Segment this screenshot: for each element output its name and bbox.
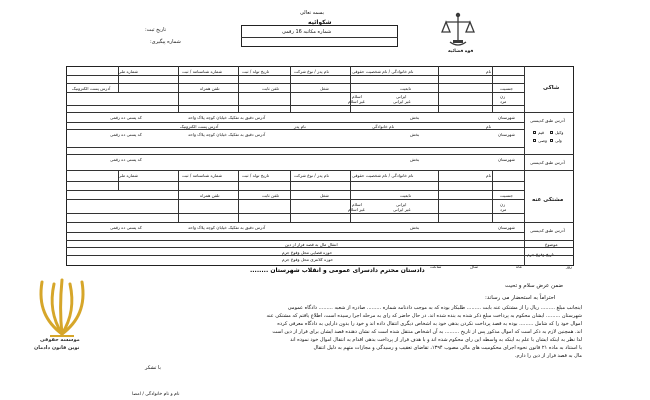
body-line: اند. همچنین لازم به ذکر است که اموال مذکور پس از تاریخ ......... به آن اشخاص منتقل شده است که نشان دهنده قصد ایشان برای فرار از دین است [272,329,582,335]
rep-email: آدرس پست الکترونیک [180,124,219,129]
rep-first-name: نام [486,124,492,129]
acc-col-last-name: نام خانوادگی / نام شخصیت حقوقی [352,173,414,178]
religion-other: غیر اسلام [348,99,365,104]
city-label: شهرستان [498,115,515,120]
acc-nationality-foreign: غیر ایرانی [393,207,411,212]
bismillah: بسمه تعالی [300,10,325,16]
rep-last-name: نام خانوادگی [372,124,395,129]
acc-religion-islam: اسلام [352,202,362,207]
body-line: لذا نظر به اینکه ایشان با علم به اینکه به واسطه این رای محکوم شده اند و با هدف فرار از پرداخت بدهی اقدام به انتقال اموال خود نموده اند [290,337,582,343]
law-firm-logo-icon [32,272,92,338]
col-father-name: نام پدر / نوع شرکت [294,69,329,74]
acc-city: شهرستان [498,225,515,230]
acc-col-job: شغل [320,193,329,198]
crime-area-2: حوزه کلانتری محل وقوع جرم [282,257,334,262]
rep-address: آدرس دقیق به تفکیک خیابان کوچه پلاک واحد [188,132,266,137]
rep-city: شهرستان [498,132,515,137]
acc-col-phone: تلفن ثابت [262,193,279,198]
body-line: مال به قصد فرار از دین را دارم. [514,353,582,359]
rep-district: بخش [410,132,420,137]
acc-col-nationality: تابعیت [400,193,412,198]
body-line: شهرستان ......... ایشان محکوم به پرداخت مبلغ ذکر شده به بنده شده اند. در حال حاضر که رای به مرحله اجرا رسیده است، اطلاع یافتم که مشتکی عنه [266,313,582,319]
date-day: روز [566,264,573,269]
rep-district-2: بخش [410,157,420,162]
acc-col-gender: جنسیت [500,193,513,198]
acc-gender-female: زن [500,202,506,207]
crime-area: حوزه قضایی محل وقوع جرم [282,250,333,255]
rep-father-name: نام پدر [294,124,306,129]
col-email: آدرس پست الکترونیک [72,86,111,91]
tracking-number-label: شماره پیگیری: [150,39,181,45]
col-national-id: شماره ملی [118,69,138,74]
date-month: ماه [516,264,522,269]
rep-postal-2: کد پستی ده رقمی [110,157,142,162]
col-mobile: تلفن همراه [200,86,220,91]
col-id-number: شماره شناسنامه / ثبت [182,69,222,74]
acc-col-mobile: تلفن همراه [200,193,220,198]
rep-guardian-checkbox[interactable] [533,131,536,134]
signature-label: نام و نام خانوادگی / امضا [132,392,180,397]
acc-district: بخش [410,225,420,230]
col-first-name: نام [486,69,492,74]
body-line: با استناد به ماده ۲۱ قانون نحوه اجرای محکومیت های مالی مصوب ۱۳۹۴، تقاضای تعقیب و رسیدگی و مجازات متهم به دلیل انتقال [313,345,582,351]
acc-col-id-number: شماره شناسنامه / ثبت [182,173,222,178]
rep-parent-checkbox[interactable] [550,139,553,142]
date-hour: ساعت [430,264,442,269]
gender-male: مرد [500,99,507,104]
crime-date-label: تاریخ وقوع جرم [527,252,555,257]
col-gender: جنسیت [500,86,513,91]
col-job: شغل [320,86,329,91]
postal-code-label: کد پستی ده رقمی [110,115,142,120]
rep-postal: کد پستی ده رقمی [110,132,142,137]
acc-religion-other: غیر اسلام [348,207,365,212]
body-line: اموال خود را که شامل ......... بوده به قصد پرداخت نکردن بدهی خود به اشخاص دیگری انتقال داده اند و خود را بدون دارایی به دادگاه معرفی کرده [277,321,582,327]
rep-type-executor: وصی [538,138,548,143]
acc-col-father-name: نام پدر / نوع شرکت [294,173,329,178]
emblem-caption: قوه قضائیه [448,49,474,54]
subject-label: موضوع [545,242,558,247]
nationality-iranian: ایرانی [396,94,407,99]
rep-city-2: شهرستان [498,157,515,162]
acc-col-first-name: نام [486,173,492,178]
date-year: سال [470,264,478,269]
col-last-name: نام خانوادگی / نام شخصیت حقوقی [352,69,414,74]
address-postal-label-3: آدرس طبق کدپستی [530,228,565,233]
subject-value: انتقال مال به قصد فرار از دین [285,242,338,247]
tracking-code-label: شماره مکاتبه 16 رقمی [282,29,332,35]
registration-date-label: تاریخ ثبت: [145,27,167,33]
acc-postal-code: کد پستی ده رقمی [110,225,142,230]
rep-lawyer-checkbox[interactable] [550,131,553,134]
form-table [66,66,574,266]
acc-nationality-iranian: ایرانی [396,202,407,207]
full-address-label: آدرس دقیق به تفکیک خیابان کوچه پلاک واحد [188,115,266,120]
form-title: شکوائیه [308,19,332,26]
col-birth-date: تاریخ تولد / ثبت [242,69,270,74]
watermark-line2: نوین قانون دادمان [34,345,80,351]
complainant-label: شاکی [543,85,560,91]
body-line: اینجانب مبلغ ......... ریال را از مشتکی عنه بابت ......... طلبکار بوده که به موجب دادنامه شماره ......... صادره از شعبه ......... دادگاه عمومی [287,305,582,311]
greeting: ضمن عرض سلام و تحیت [505,283,564,289]
col-phone: تلفن ثابت [262,86,279,91]
religion-islam: اسلام [352,94,362,99]
watermark-line1: موسسه حقوقی [40,337,80,343]
address-postal-label: آدرس طبق کدپستی [530,118,565,123]
accused-label: مشتکی عنه [532,197,564,203]
address-postal-label-2: آدرس طبق کدپستی [530,160,565,165]
col-nationality: تابعیت [400,86,412,91]
acc-col-birth-date: تاریخ تولد / ثبت [242,173,270,178]
rep-type-parent: ولی [555,138,562,143]
district-label: بخش [410,115,420,120]
nationality-foreign: غیر ایرانی [393,99,411,104]
rep-executor-checkbox[interactable] [533,139,536,142]
gender-female: زن [500,94,506,99]
addressee: دادستان محترم دادسرای عمومی و انقلاب شهرستان ........ [250,267,425,274]
intro: احتراماً به استحضار می رساند: [485,295,556,301]
rep-type-guardian: قیم [538,130,545,135]
acc-col-national-id: شماره ملی [118,173,138,178]
acc-full-address: آدرس دقیق به تفکیک خیابان کوچه پلاک واحد [188,225,266,230]
rep-type-lawyer: وکیل [555,130,564,135]
signature-thanks: با تشکر [145,365,161,371]
acc-gender-male: مرد [500,207,507,212]
